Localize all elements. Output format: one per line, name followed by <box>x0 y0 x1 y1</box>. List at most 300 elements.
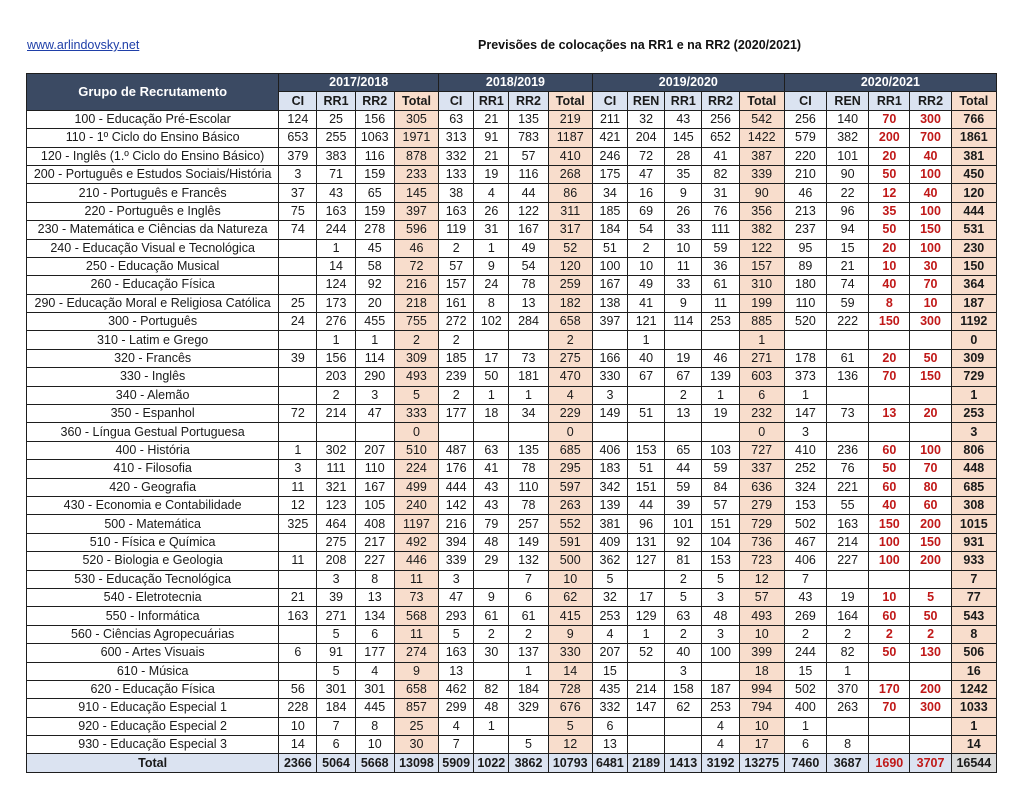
value-cell: 214 <box>628 680 665 698</box>
value-cell: 70 <box>910 460 951 478</box>
table-row <box>27 699 997 717</box>
value-cell: 164 <box>827 607 869 625</box>
value-cell: 293 <box>439 607 474 625</box>
value-cell: 339 <box>439 552 474 570</box>
value-cell: 26 <box>665 202 702 220</box>
value-cell: 61 <box>702 276 739 294</box>
value-cell: 17 <box>474 349 509 367</box>
value-cell: 24 <box>474 276 509 294</box>
table-row <box>27 533 997 551</box>
value-cell <box>827 331 869 349</box>
total-cell: 62 <box>548 588 592 606</box>
value-cell: 6 <box>279 644 317 662</box>
total-cell: 506 <box>951 644 996 662</box>
group-name-cell: 620 - Educação Física <box>27 680 279 698</box>
table-row <box>27 331 997 349</box>
value-cell: 72 <box>628 147 665 165</box>
value-cell: 8 <box>827 736 869 754</box>
value-cell: 1 <box>827 662 869 680</box>
value-cell: 256 <box>702 110 739 128</box>
value-cell <box>665 736 702 754</box>
value-cell: 100 <box>869 533 910 551</box>
value-cell: 49 <box>509 239 548 257</box>
value-cell: 14 <box>317 257 355 275</box>
value-cell: 50 <box>910 349 951 367</box>
value-cell: 700 <box>910 129 951 147</box>
column-total-cell: 5909 <box>439 754 474 772</box>
total-cell: 5 <box>394 386 438 404</box>
total-cell: 11 <box>394 570 438 588</box>
value-cell: 48 <box>474 533 509 551</box>
value-cell: 20 <box>869 349 910 367</box>
value-cell: 6 <box>355 625 394 643</box>
value-cell <box>665 717 702 735</box>
value-cell: 140 <box>827 110 869 128</box>
total-cell: 120 <box>548 257 592 275</box>
table-row <box>27 680 997 698</box>
value-cell: 204 <box>628 129 665 147</box>
value-cell: 100 <box>910 165 951 183</box>
value-cell: 406 <box>592 441 627 459</box>
col-header: RR2 <box>509 92 548 110</box>
value-cell: 134 <box>355 607 394 625</box>
group-name-cell: 600 - Artes Visuais <box>27 644 279 662</box>
total-cell: 72 <box>394 257 438 275</box>
total-cell: 10 <box>739 717 784 735</box>
value-cell: 271 <box>317 607 355 625</box>
column-total-cell: 2189 <box>628 754 665 772</box>
table-row <box>27 588 997 606</box>
value-cell: 445 <box>355 699 394 717</box>
value-cell: 184 <box>592 221 627 239</box>
group-name-cell: 300 - Português <box>27 313 279 331</box>
value-cell: 3 <box>702 625 739 643</box>
total-cell: 52 <box>548 239 592 257</box>
value-cell: 136 <box>827 368 869 386</box>
value-cell: 227 <box>355 552 394 570</box>
total-cell: 729 <box>739 515 784 533</box>
value-cell: 131 <box>628 533 665 551</box>
value-cell: 1063 <box>355 129 394 147</box>
value-cell <box>279 423 317 441</box>
value-cell <box>827 386 869 404</box>
value-cell: 2 <box>665 386 702 404</box>
value-cell <box>474 662 509 680</box>
value-cell: 325 <box>279 515 317 533</box>
value-cell: 2 <box>869 625 910 643</box>
value-cell: 5 <box>702 570 739 588</box>
group-name-cell: 100 - Educação Pré-Escolar <box>27 110 279 128</box>
total-cell: 86 <box>548 184 592 202</box>
value-cell: 579 <box>784 129 826 147</box>
value-cell: 91 <box>317 644 355 662</box>
value-cell: 133 <box>439 165 474 183</box>
value-cell: 57 <box>702 496 739 514</box>
total-cell: 591 <box>548 533 592 551</box>
value-cell: 421 <box>592 129 627 147</box>
total-cell: 685 <box>951 478 996 496</box>
group-name-cell: 920 - Educação Especial 2 <box>27 717 279 735</box>
total-cell: 11 <box>394 625 438 643</box>
value-cell: 652 <box>702 129 739 147</box>
total-cell: 1242 <box>951 680 996 698</box>
value-cell: 65 <box>665 441 702 459</box>
value-cell <box>355 423 394 441</box>
total-cell: 885 <box>739 313 784 331</box>
group-name-cell: 330 - Inglês <box>27 368 279 386</box>
value-cell: 20 <box>355 294 394 312</box>
total-cell: 878 <box>394 147 438 165</box>
value-cell: 2 <box>509 625 548 643</box>
value-cell: 13 <box>439 662 474 680</box>
value-cell: 210 <box>784 165 826 183</box>
group-name-cell: 290 - Educação Moral e Religiosa Católica <box>27 294 279 312</box>
value-cell: 163 <box>439 202 474 220</box>
value-cell: 61 <box>827 349 869 367</box>
group-name-cell: 910 - Educação Especial 1 <box>27 699 279 717</box>
value-cell <box>910 662 951 680</box>
value-cell: 3 <box>665 662 702 680</box>
value-cell: 147 <box>628 699 665 717</box>
value-cell: 38 <box>439 184 474 202</box>
value-cell: 8 <box>869 294 910 312</box>
col-header-total: Total <box>951 92 996 110</box>
value-cell: 5 <box>509 736 548 754</box>
value-cell: 256 <box>784 110 826 128</box>
value-cell <box>827 423 869 441</box>
total-cell: 229 <box>548 405 592 423</box>
value-cell: 57 <box>439 257 474 275</box>
col-header: RR1 <box>665 92 702 110</box>
total-cell: 122 <box>739 239 784 257</box>
value-cell: 78 <box>509 496 548 514</box>
value-cell: 253 <box>702 699 739 717</box>
value-cell: 3 <box>317 570 355 588</box>
value-cell: 300 <box>910 313 951 331</box>
group-name-cell: 520 - Biologia e Geologia <box>27 552 279 570</box>
value-cell <box>439 423 474 441</box>
value-cell: 257 <box>509 515 548 533</box>
value-cell: 25 <box>279 294 317 312</box>
total-cell: 531 <box>951 221 996 239</box>
value-cell: 4 <box>592 625 627 643</box>
value-cell: 5 <box>317 662 355 680</box>
value-cell: 33 <box>665 221 702 239</box>
value-cell: 69 <box>628 202 665 220</box>
total-cell: 1861 <box>951 129 996 147</box>
value-cell: 1 <box>784 386 826 404</box>
group-name-cell: 550 - Informática <box>27 607 279 625</box>
value-cell: 167 <box>355 478 394 496</box>
value-cell <box>665 423 702 441</box>
value-cell <box>509 423 548 441</box>
total-cell: 309 <box>951 349 996 367</box>
value-cell: 300 <box>910 699 951 717</box>
grand-total-cell: 16544 <box>951 754 996 772</box>
table-row <box>27 625 997 643</box>
group-name-cell: 410 - Filosofia <box>27 460 279 478</box>
value-cell: 40 <box>910 184 951 202</box>
total-cell: 216 <box>394 276 438 294</box>
total-cell: 259 <box>548 276 592 294</box>
value-cell: 464 <box>317 515 355 533</box>
value-cell: 19 <box>827 588 869 606</box>
group-name-cell: 320 - Francês <box>27 349 279 367</box>
year-header-2018-2019: 2018/2019 <box>439 74 593 92</box>
value-cell: 62 <box>665 699 702 717</box>
value-cell <box>279 239 317 257</box>
total-cell: 295 <box>548 460 592 478</box>
value-cell: 163 <box>439 644 474 662</box>
value-cell: 20 <box>869 239 910 257</box>
value-cell: 89 <box>784 257 826 275</box>
value-cell <box>279 368 317 386</box>
value-cell: 156 <box>317 349 355 367</box>
value-cell: 184 <box>509 680 548 698</box>
placements-table <box>26 73 997 773</box>
value-cell: 104 <box>702 533 739 551</box>
value-cell: 67 <box>628 368 665 386</box>
total-cell: 510 <box>394 441 438 459</box>
value-cell: 50 <box>869 221 910 239</box>
total-cell: 2 <box>548 331 592 349</box>
total-cell: 727 <box>739 441 784 459</box>
group-name-cell: 400 - História <box>27 441 279 459</box>
value-cell: 13 <box>665 405 702 423</box>
total-cell: 755 <box>394 313 438 331</box>
value-cell: 382 <box>827 129 869 147</box>
value-cell: 24 <box>279 313 317 331</box>
value-cell: 2 <box>910 625 951 643</box>
value-cell: 78 <box>509 460 548 478</box>
value-cell: 11 <box>702 294 739 312</box>
value-cell: 21 <box>279 588 317 606</box>
value-cell: 216 <box>439 515 474 533</box>
group-name-cell: 310 - Latim e Grego <box>27 331 279 349</box>
value-cell: 237 <box>784 221 826 239</box>
value-cell: 142 <box>439 496 474 514</box>
total-cell: 263 <box>548 496 592 514</box>
value-cell <box>474 736 509 754</box>
total-cell: 275 <box>548 349 592 367</box>
value-cell: 383 <box>317 147 355 165</box>
total-cell: 6 <box>739 386 784 404</box>
value-cell <box>869 662 910 680</box>
value-cell: 95 <box>784 239 826 257</box>
value-cell: 40 <box>869 276 910 294</box>
value-cell: 135 <box>509 441 548 459</box>
value-cell: 150 <box>910 533 951 551</box>
value-cell: 26 <box>474 202 509 220</box>
value-cell: 63 <box>439 110 474 128</box>
total-cell: 1033 <box>951 699 996 717</box>
value-cell: 110 <box>784 294 826 312</box>
value-cell <box>628 662 665 680</box>
value-cell: 7 <box>317 717 355 735</box>
value-cell: 84 <box>702 478 739 496</box>
value-cell: 7 <box>784 570 826 588</box>
value-cell: 73 <box>509 349 548 367</box>
group-name-cell: 610 - Música <box>27 662 279 680</box>
value-cell: 54 <box>509 257 548 275</box>
col-header: CI <box>439 92 474 110</box>
year-header-2017-2018: 2017/2018 <box>279 74 439 92</box>
value-cell: 263 <box>827 699 869 717</box>
value-cell: 12 <box>869 184 910 202</box>
group-name-cell: 430 - Economia e Contabilidade <box>27 496 279 514</box>
total-cell: 446 <box>394 552 438 570</box>
value-cell: 60 <box>869 441 910 459</box>
value-cell: 30 <box>910 257 951 275</box>
value-cell: 3 <box>702 588 739 606</box>
total-cell: 0 <box>548 423 592 441</box>
value-cell: 127 <box>628 552 665 570</box>
table-row <box>27 460 997 478</box>
total-cell: 736 <box>739 533 784 551</box>
value-cell <box>279 533 317 551</box>
value-cell: 15 <box>827 239 869 257</box>
value-cell: 43 <box>474 478 509 496</box>
value-cell <box>628 736 665 754</box>
value-cell: 51 <box>628 405 665 423</box>
value-cell: 8 <box>355 570 394 588</box>
total-cell: 1422 <box>739 129 784 147</box>
value-cell: 153 <box>784 496 826 514</box>
value-cell: 379 <box>279 147 317 165</box>
value-cell: 31 <box>474 221 509 239</box>
group-name-cell: 120 - Inglês (1.º Ciclo do Ensino Básico) <box>27 147 279 165</box>
group-name-cell: 420 - Geografia <box>27 478 279 496</box>
value-cell: 462 <box>439 680 474 698</box>
value-cell: 213 <box>784 202 826 220</box>
total-cell: 57 <box>739 588 784 606</box>
value-cell: 54 <box>628 221 665 239</box>
value-cell: 51 <box>628 460 665 478</box>
total-cell: 381 <box>951 147 996 165</box>
total-cell: 994 <box>739 680 784 698</box>
value-cell: 71 <box>317 165 355 183</box>
total-cell: 857 <box>394 699 438 717</box>
value-cell <box>279 625 317 643</box>
value-cell: 100 <box>869 552 910 570</box>
value-cell: 52 <box>628 644 665 662</box>
total-cell: 500 <box>548 552 592 570</box>
total-cell: 233 <box>394 165 438 183</box>
total-cell: 311 <box>548 202 592 220</box>
total-cell: 73 <box>394 588 438 606</box>
value-cell: 48 <box>702 607 739 625</box>
year-header-row <box>27 74 997 92</box>
value-cell: 5 <box>910 588 951 606</box>
value-cell: 13 <box>592 736 627 754</box>
value-cell <box>784 331 826 349</box>
value-cell: 46 <box>702 349 739 367</box>
value-cell: 56 <box>279 680 317 698</box>
value-cell: 370 <box>827 680 869 698</box>
table-row <box>27 313 997 331</box>
col-header: RR1 <box>474 92 509 110</box>
value-cell: 15 <box>784 662 826 680</box>
value-cell <box>592 423 627 441</box>
value-cell: 10 <box>665 239 702 257</box>
value-cell <box>509 331 548 349</box>
total-cell: 499 <box>394 478 438 496</box>
value-cell: 175 <box>592 165 627 183</box>
total-cell: 806 <box>951 441 996 459</box>
group-name-cell: 210 - Português e Francês <box>27 184 279 202</box>
value-cell: 200 <box>910 552 951 570</box>
value-cell: 163 <box>317 202 355 220</box>
value-cell: 329 <box>509 699 548 717</box>
value-cell: 321 <box>317 478 355 496</box>
table-row <box>27 644 997 662</box>
value-cell <box>279 662 317 680</box>
total-cell: 470 <box>548 368 592 386</box>
value-cell: 19 <box>474 165 509 183</box>
value-cell: 178 <box>784 349 826 367</box>
group-name-cell: 540 - Eletrotecnia <box>27 588 279 606</box>
value-cell: 221 <box>827 478 869 496</box>
value-cell: 39 <box>665 496 702 514</box>
value-cell: 252 <box>784 460 826 478</box>
value-cell: 330 <box>592 368 627 386</box>
col-header: REN <box>827 92 869 110</box>
group-name-cell: 350 - Espanhol <box>27 405 279 423</box>
value-cell: 332 <box>439 147 474 165</box>
column-total-cell: 3707 <box>910 754 951 772</box>
total-cell: 77 <box>951 588 996 606</box>
value-cell: 49 <box>628 276 665 294</box>
value-cell: 57 <box>509 147 548 165</box>
total-cell: 794 <box>739 699 784 717</box>
value-cell: 167 <box>509 221 548 239</box>
total-cell: 399 <box>739 644 784 662</box>
total-cell: 444 <box>951 202 996 220</box>
value-cell <box>279 386 317 404</box>
table-row <box>27 165 997 183</box>
total-cell: 382 <box>739 221 784 239</box>
value-cell: 111 <box>702 221 739 239</box>
total-cell: 268 <box>548 165 592 183</box>
column-total-cell: 5668 <box>355 754 394 772</box>
total-cell: 12 <box>739 570 784 588</box>
value-cell: 59 <box>702 460 739 478</box>
total-cell: 552 <box>548 515 592 533</box>
value-cell: 167 <box>592 276 627 294</box>
total-cell: 46 <box>394 239 438 257</box>
value-cell <box>279 276 317 294</box>
value-cell: 114 <box>355 349 394 367</box>
total-cell: 30 <box>394 736 438 754</box>
column-total-cell: 5064 <box>317 754 355 772</box>
value-cell: 103 <box>702 441 739 459</box>
total-cell: 603 <box>739 368 784 386</box>
value-cell: 7 <box>439 736 474 754</box>
total-cell: 685 <box>548 441 592 459</box>
value-cell: 5 <box>592 570 627 588</box>
value-cell: 3 <box>784 423 826 441</box>
table-row <box>27 239 997 257</box>
site-link[interactable]: www.arlindovsky.net <box>27 38 140 52</box>
value-cell: 44 <box>665 460 702 478</box>
value-cell <box>869 386 910 404</box>
value-cell: 101 <box>827 147 869 165</box>
total-cell: 14 <box>951 736 996 754</box>
value-cell: 408 <box>355 515 394 533</box>
total-cell: 145 <box>394 184 438 202</box>
value-cell: 22 <box>827 184 869 202</box>
value-cell: 2 <box>628 239 665 257</box>
